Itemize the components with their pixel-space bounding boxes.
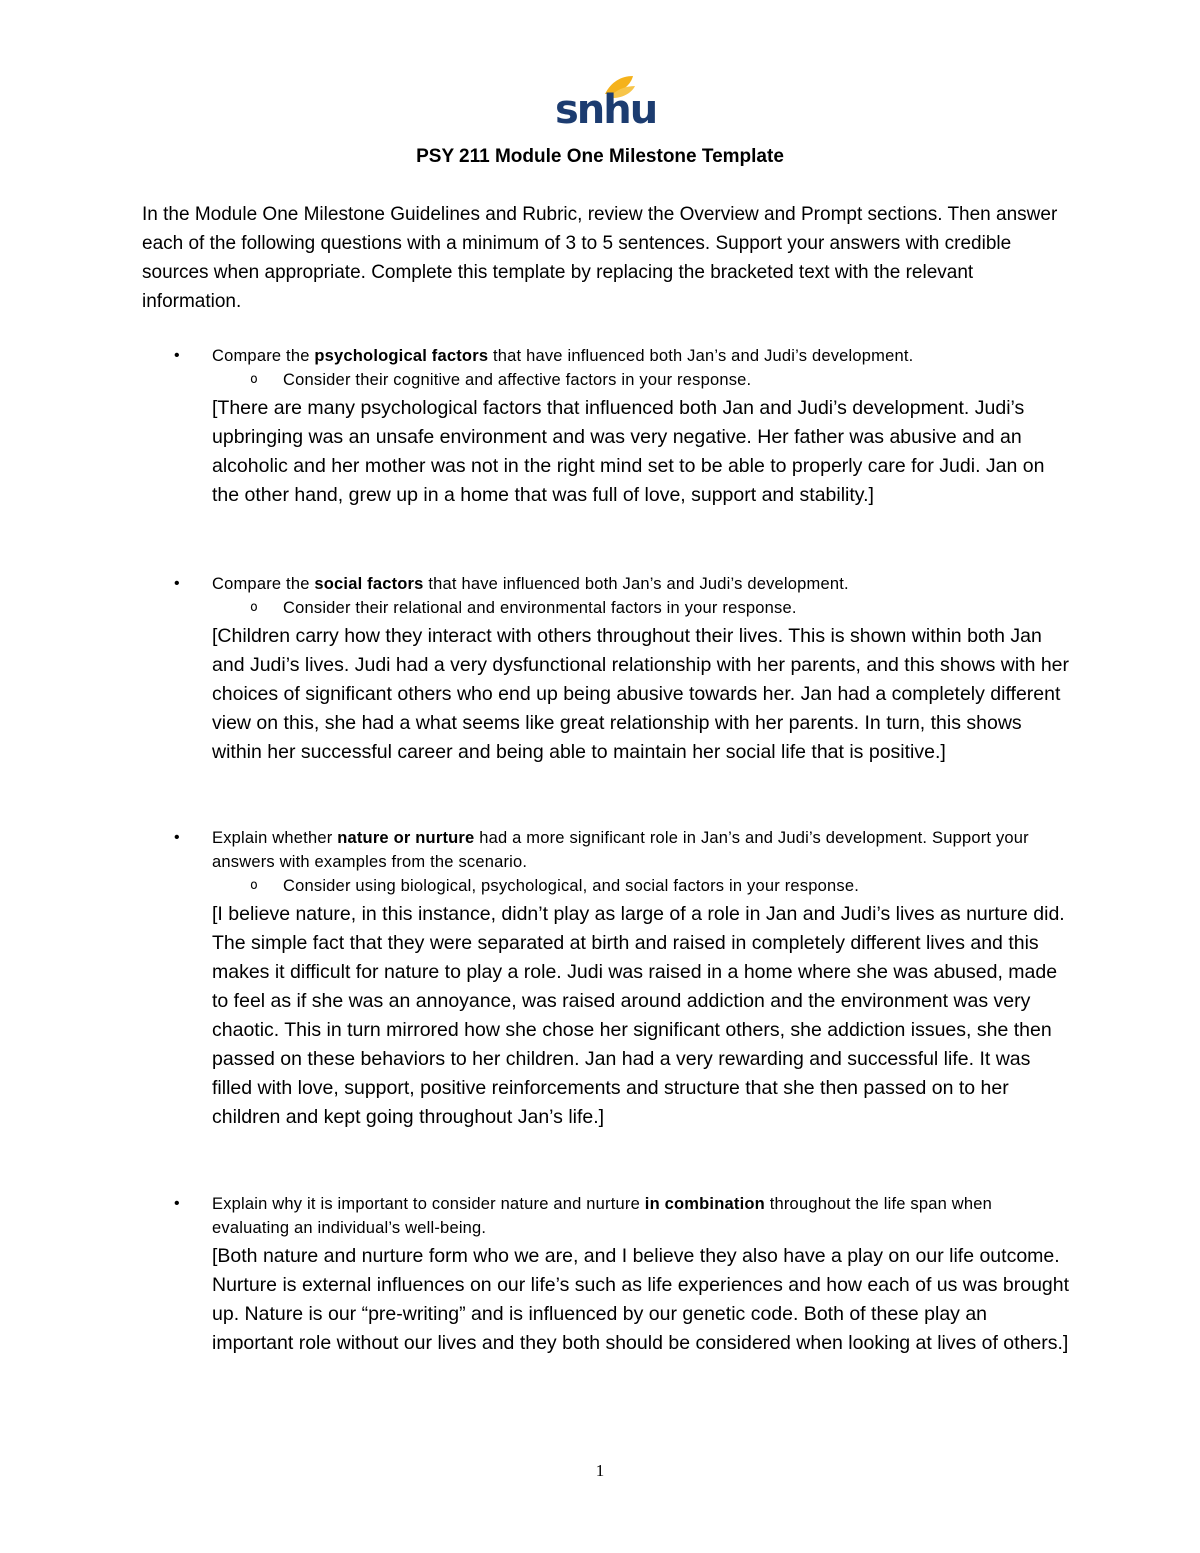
prompt-keyword: social factors: [314, 575, 424, 593]
sub-bullet-icon: o: [250, 372, 259, 387]
bullet-icon: •: [174, 1195, 180, 1212]
prompt-keyword: in combination: [644, 1195, 765, 1213]
question-section-4: [142, 1192, 1072, 1358]
question-prompt: • Compare the psychological factors that have influenced both Jan’s and Judi’s development.: [142, 344, 1072, 368]
bullet-icon: •: [174, 347, 180, 364]
prompt-keyword: nature or nurture: [337, 829, 475, 847]
question-section-3: [142, 826, 1072, 1132]
question-prompt: • Explain why it is important to consider nature and nurture in combination throughout the life span when evaluating an individual’s well-being.: [142, 1192, 1072, 1240]
question-subprompt: o Consider using biological, psychological, and social factors in your response.: [142, 874, 1072, 898]
question-subprompt: o Consider their cognitive and affective factors in your response.: [142, 368, 1072, 392]
document-title: PSY 211 Module One Milestone Template: [416, 146, 784, 167]
snhu-logo: [555, 74, 657, 134]
question-section-1: [142, 344, 1072, 510]
question-section-2: [142, 572, 1072, 767]
bullet-icon: •: [174, 829, 180, 846]
question-prompt: • Explain whether nature or nurture had a more significant role in Jan’s and Judi’s development. Support your answers with examples from the scenario.: [142, 826, 1072, 874]
question-subprompt: o Consider their relational and environmental factors in your response.: [142, 596, 1072, 620]
answer-text: [Children carry how they interact with others throughout their lives. This is shown within both Jan and Judi’s lives. Judi had a very dysfunctional relationship with her parents, and this shows with her choices of significant others who end up being abusive towards her. Jan had a completely different view on this, she had a what seems like great relationship with her parents. In turn, this shows within her successful career and being able to maintain her social life that is positive.]: [212, 625, 1070, 763]
intro-text: In the Module One Milestone Guidelines and Rubric, review the Overview and Prompt sections. Then answer each of the following questions with a minimum of 3 to 5 sentences. Support your answers with credible sources when appropriate. Complete this template by replacing the bracketed text with the relevant information.: [142, 204, 1058, 312]
page-number: 1: [595, 1461, 605, 1480]
bullet-icon: •: [174, 575, 180, 592]
intro-paragraph: [142, 200, 1067, 316]
sub-bullet-icon: o: [250, 878, 259, 893]
sub-bullet-icon: o: [250, 600, 259, 615]
answer-text: [Both nature and nurture form who we are, and I believe they also have a play on our life outcome. Nurture is external influences on our life’s such as life experiences and how each of us was brought up. Nature is our “pre-writing” and is influenced by our genetic code. Both of these play an important role without our lives and they both should be considered when looking at lives of others.]: [212, 1245, 1070, 1354]
answer-text: [I believe nature, in this instance, didn’t play as large of a role in Jan and Judi’s lives as nurture did. The simple fact that they were separated at birth and raised in completely different lives and this makes it difficult for nature to play a role. Judi was raised in a home where she was abused, made to feel as if she was an annoyance, was raised around addiction and the environment was very chaotic. This in turn mirrored how she chose her significant others, she addiction issues, she then passed on these behaviors to her children. Jan had a very rewarding and successful life. It was filled with love, support, positive reinforcements and structure that she then passed on to her children and kept going throughout Jan’s life.]: [212, 903, 1065, 1128]
answer-text: [There are many psychological factors that influenced both Jan and Judi’s development. Judi’s upbringing was an unsafe environment and was very negative. Her father was abusive and an alcoholic and her mother was not in the right mind set to be able to properly care for Judi. Jan on the other hand, grew up in a home that was full of love, support and stability.]: [212, 397, 1045, 506]
question-prompt: • Compare the social factors that have influenced both Jan’s and Judi’s development.: [142, 572, 1072, 596]
prompt-keyword: psychological factors: [314, 347, 489, 365]
logo-wordmark: snhu: [555, 87, 657, 133]
